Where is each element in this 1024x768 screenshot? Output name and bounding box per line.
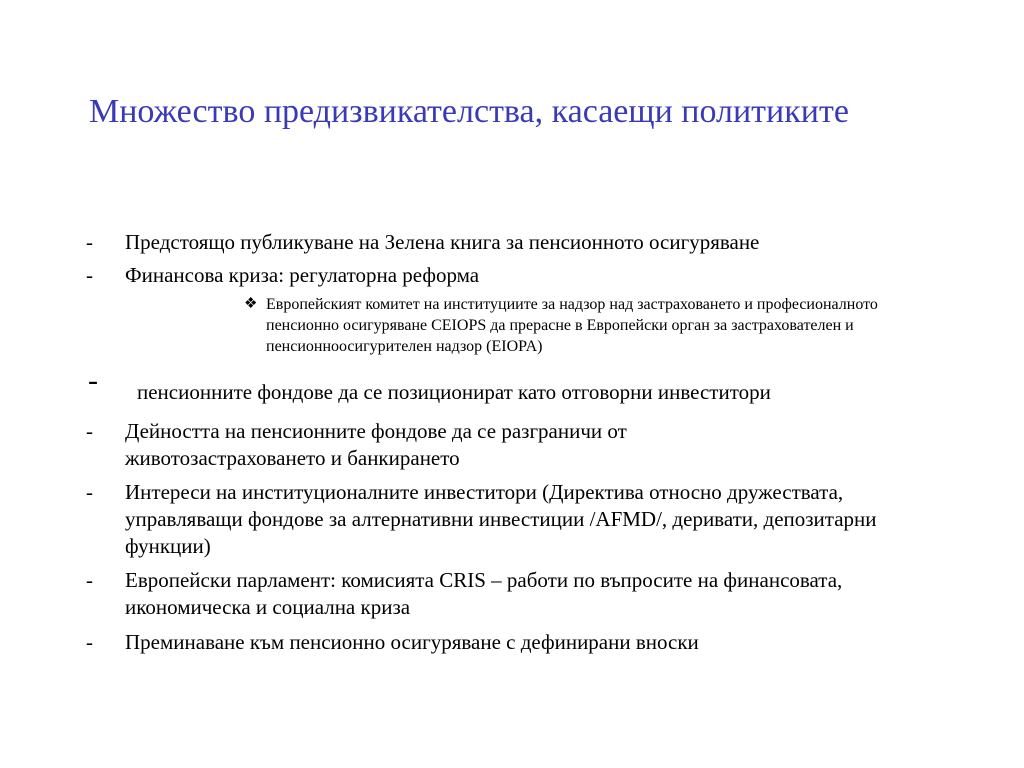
diamond-bullet-icon: ❖ — [244, 296, 258, 312]
bullet-dash: - — [86, 630, 93, 654]
bullet-text: Предстоящо публикуване на Зелена книга за пенсионното осигуряване — [125, 230, 760, 254]
bullet-text: Европейски парламент: комисията CRIS – работи по въпросите на финансовата, икономическа и социална криза — [125, 568, 843, 619]
bullet-text: Дейността на пенсионните фондове да се разграничи от животозастраховането и банкирането — [125, 419, 627, 470]
bullet-text: Преминаване към пенсионно осигуряване с дефинирани вноски — [125, 630, 699, 654]
bullet-dash: - — [86, 230, 93, 254]
bullet-dash: - — [86, 568, 93, 592]
bullet-text: Интереси на институционалните инвеститори (Директива относно дружествата, управляващи фондове за алтернативни инвестиции /AFMD/, деривати, депозитарни функции) — [125, 480, 877, 558]
bullet-text: Финансова криза: регулаторна реформа — [125, 263, 480, 287]
bullet-dash: - — [86, 263, 93, 287]
bullet-dash: - — [86, 419, 93, 443]
bullet-text: пенсионните фондове да се позиционират като отговорни инвеститори — [137, 380, 771, 404]
bullet-dash: - — [86, 480, 93, 504]
bullet-dash: - — [88, 364, 98, 397]
slide-title: Множество предизвикателства, касаещи политиките — [89, 93, 849, 130]
sub-bullet-text: Европейският комитет на институциите за надзор над застраховането и професионалното пенсионно осигуряване CEIOPS да прерасне в Европейски орган за застрахователен и пенсионноосигурителен надзор (EIOPA) — [266, 296, 878, 355]
